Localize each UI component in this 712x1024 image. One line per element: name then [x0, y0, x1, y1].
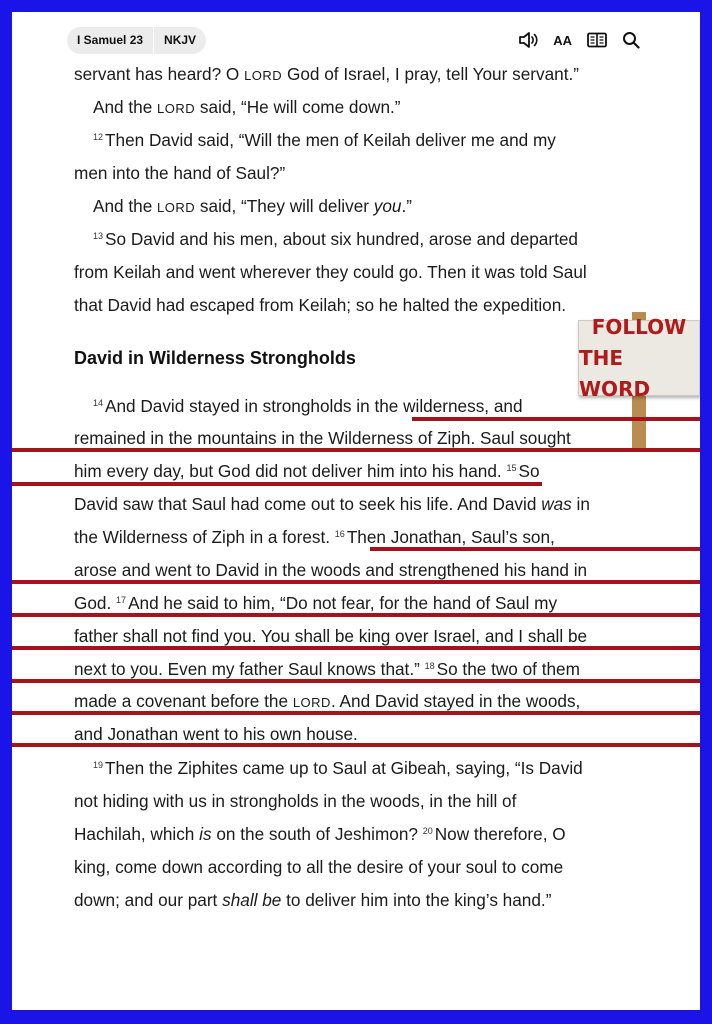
highlight-underline: [12, 482, 542, 486]
follow-the-word-sign: [578, 314, 700, 401]
font-size-icon[interactable]: AA: [553, 32, 572, 48]
text-line: men into the hand of Saul?”: [74, 163, 286, 183]
text-line: king, come down according to all the desire of your soul to come: [74, 857, 564, 877]
text-line: remained in the mountains in the Wilderness of Ziph. Saul sought: [74, 428, 571, 448]
text-line: down; and our part shall be to deliver him into the king’s hand.”: [74, 890, 552, 910]
text-line: And the LORD said, “They will deliver you.”: [93, 196, 412, 216]
chapter-version-selector[interactable]: [67, 27, 206, 54]
highlight-underline: [412, 417, 700, 421]
book-icon[interactable]: [587, 30, 607, 50]
text-line: made a covenant before the LORD. And David stayed in the woods,: [74, 691, 581, 711]
text-line: $^{13}$ So David and his men, about six hundred, arose and departed: [93, 229, 578, 249]
version-button[interactable]: NKJV: [164, 33, 197, 47]
search-icon[interactable]: [622, 30, 640, 50]
verse-number: 14: [93, 398, 104, 408]
reader-page: [12, 12, 700, 1010]
text-line: $^{14}$ And David stayed in strongholds in the wilderness, and: [93, 396, 523, 416]
text-line: father shall not find you. You shall be king over Israel, and I shall be: [74, 626, 588, 646]
verse-number: 15: [506, 463, 517, 473]
verse-number: 13: [93, 231, 104, 241]
text-line: not hiding with us in strongholds in the woods, in the hill of: [74, 791, 517, 811]
text-line: next to you. Even my father Saul knows that.” $^{18}$ So the two of them: [74, 659, 580, 679]
text-line: arose and went to David in the woods and strengthened his hand in: [74, 560, 588, 580]
verse-number: 17: [116, 595, 127, 605]
top-bar: [12, 12, 700, 64]
text-line: him every day, but God did not deliver him into his hand. $^{15}$ So: [74, 461, 540, 481]
text-line: the Wilderness of Ziph in a forest. $^{16}$ Then Jonathan, Saul’s son,: [74, 527, 555, 547]
sign-line-2: THE WORD: [579, 345, 651, 401]
text-line: $^{12}$ Then David said, “Will the men of Keilah deliver me and my: [93, 130, 556, 150]
text-line: Hachilah, which is on the south of Jeshimon? $^{20}$ Now therefore, O: [74, 824, 566, 844]
text-line: servant has heard? O LORD God of Israel, I pray, tell Your servant.”: [74, 64, 579, 84]
text-line: $^{19}$ Then the Ziphites came up to Saul at Gibeah, saying, “Is David: [93, 758, 583, 778]
chapter-button[interactable]: I Samuel 23: [77, 33, 144, 47]
text-line: God. $^{17}$ And he said to him, “Do not fear, for the hand of Saul my: [74, 593, 558, 613]
verse-number: 19: [93, 760, 104, 770]
verse-number: 16: [334, 529, 345, 539]
text-line: David saw that Saul had come out to seek his life. And David was in: [74, 494, 590, 514]
sign-line-1: FOLLOW: [591, 314, 687, 339]
verse-number: 12: [93, 132, 104, 142]
text-line: from Keilah and went wherever they could go. Then it was told Saul: [74, 262, 587, 282]
speaker-icon[interactable]: [518, 30, 538, 50]
verse-number: 18: [424, 661, 435, 671]
text-line: And the LORD said, “He will come down.”: [93, 97, 401, 117]
section-heading: David in Wilderness Strongholds: [74, 348, 356, 368]
text-line: and Jonathan went to his own house.: [74, 724, 358, 744]
text-line: that David had escaped from Keilah; so he halted the expedition.: [74, 295, 567, 315]
verse-number: 20: [422, 826, 433, 836]
toolbar-icons: [518, 30, 640, 50]
